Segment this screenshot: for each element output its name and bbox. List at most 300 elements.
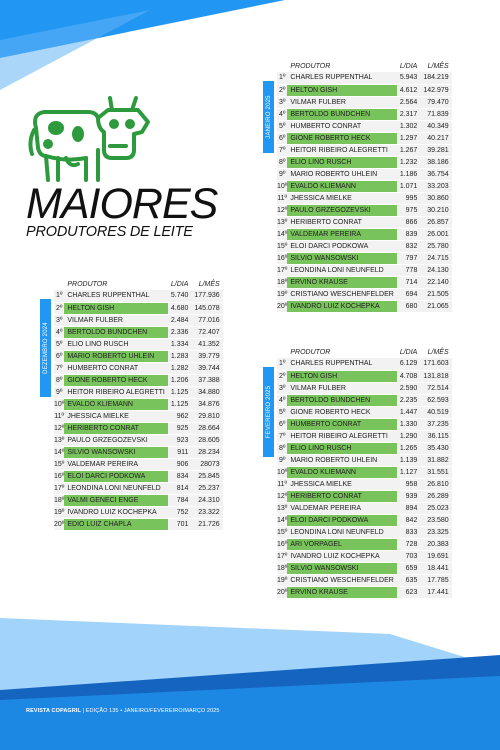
liters-per-month: 145.078 <box>191 302 222 314</box>
liters-per-month: 30.210 <box>420 204 451 216</box>
producer-name: HELTON GISH <box>287 84 396 96</box>
liters-per-month: 25.845 <box>191 470 222 482</box>
rank-cell: 20º <box>277 300 287 312</box>
table-row <box>277 430 452 442</box>
liters-per-month: 36.115 <box>420 430 451 442</box>
producer-name: HUMBERTO CONRAT <box>287 418 396 430</box>
liters-per-month: 22.140 <box>420 276 451 288</box>
producer-name: EDIO LUIZ CHAPLA <box>64 518 168 530</box>
liters-per-month: 72.514 <box>420 382 451 394</box>
producer-name: MARIO ROBERTO UHLEIN <box>64 350 168 362</box>
producer-name: VALDEMAR PEREIRA <box>287 502 396 514</box>
table-row <box>277 228 452 240</box>
rank-cell: 7º <box>277 430 287 442</box>
liters-per-month: 34.876 <box>191 398 222 410</box>
producer-name: HELTON GISH <box>64 302 168 314</box>
producer-name: VILMAR FULBER <box>64 314 168 326</box>
table-body <box>54 290 223 530</box>
rank-cell: 19º <box>277 288 287 300</box>
liters-per-month: 28.605 <box>191 434 222 446</box>
rank-cell: 17º <box>54 482 64 494</box>
liters-per-month: 142.979 <box>420 84 451 96</box>
liters-per-day: 925 <box>168 422 192 434</box>
producer-name: HEITOR RIBEIRO ALEGRETTI <box>64 386 168 398</box>
liters-per-day: 842 <box>397 514 421 526</box>
liters-per-month: 21.505 <box>420 288 451 300</box>
table-row <box>277 132 452 144</box>
liters-per-month: 19.691 <box>420 550 451 562</box>
liters-per-day: 797 <box>397 252 421 264</box>
liters-per-day: 659 <box>397 562 421 574</box>
col-produtor: PRODUTOR <box>290 349 331 356</box>
rank-cell: 9º <box>277 168 287 180</box>
producer-name: LEONDINA LONI NEUNFELD <box>287 264 396 276</box>
col-dia: L/DIA <box>170 281 189 288</box>
table-row <box>277 478 452 490</box>
producer-name: HERIBERTO CONRAT <box>287 490 396 502</box>
table-row <box>277 442 452 454</box>
rank-cell: 20º <box>277 586 287 598</box>
page-subtitle: PRODUTORES DE LEITE <box>26 224 193 240</box>
liters-per-day: 839 <box>397 228 421 240</box>
liters-per-day: 1.139 <box>397 454 421 466</box>
liters-per-day: 1.297 <box>397 132 421 144</box>
table-row <box>277 156 452 168</box>
liters-per-day: 1.125 <box>168 386 192 398</box>
rank-cell: 8º <box>54 374 64 386</box>
liters-per-day: 5.943 <box>397 72 421 84</box>
col-mes: L/MÊS <box>427 63 449 70</box>
liters-per-month: 184.219 <box>420 72 451 84</box>
col-dia: L/DIA <box>399 349 418 356</box>
liters-per-month: 41.352 <box>191 338 222 350</box>
table-row <box>54 458 223 470</box>
liters-per-month: 24.130 <box>420 264 451 276</box>
rank-cell: 4º <box>54 326 64 338</box>
liters-per-day: 911 <box>168 446 192 458</box>
table-row <box>54 374 223 386</box>
liters-per-month: 71.839 <box>420 108 451 120</box>
liters-per-month: 171.603 <box>420 358 451 370</box>
liters-per-month: 28073 <box>191 458 222 470</box>
liters-per-day: 4.680 <box>168 302 192 314</box>
liters-per-month: 177.936 <box>191 290 222 302</box>
table-row <box>277 144 452 156</box>
table-row <box>277 370 452 382</box>
rank-cell: 12º <box>277 490 287 502</box>
liters-per-day: 1.265 <box>397 442 421 454</box>
table-body <box>277 358 452 598</box>
table-row <box>277 120 452 132</box>
table-row <box>277 550 452 562</box>
table-row <box>54 302 223 314</box>
producer-name: ELOI DARCI PODKOWA <box>64 470 168 482</box>
liters-per-day: 2.484 <box>168 314 192 326</box>
producer-name: CRISTIANO WESCHENFELDER <box>287 574 396 586</box>
liters-per-month: 131.818 <box>420 370 451 382</box>
liters-per-day: 834 <box>168 470 192 482</box>
liters-per-day: 778 <box>397 264 421 276</box>
liters-per-month: 40.217 <box>420 132 451 144</box>
producer-name: IVANDRO LUIZ KOCHEPKA <box>287 300 396 312</box>
rank-cell: 5º <box>54 338 64 350</box>
producer-name: VILMAR FULBER <box>287 96 396 108</box>
liters-per-month: 79.470 <box>420 96 451 108</box>
producer-name: EVALDO KLIEMANN <box>287 180 396 192</box>
liters-per-day: 1.232 <box>397 156 421 168</box>
rank-cell: 2º <box>277 84 287 96</box>
table-row <box>277 574 452 586</box>
liters-per-day: 814 <box>168 482 192 494</box>
rank-cell: 11º <box>277 478 287 490</box>
rank-cell: 17º <box>277 264 287 276</box>
liters-per-day: 939 <box>397 490 421 502</box>
liters-per-day: 680 <box>397 300 421 312</box>
producer-name: ERVINO KRAUSE <box>287 276 396 288</box>
producer-name: JHESSICA MIELKE <box>287 478 396 490</box>
table-row <box>277 454 452 466</box>
producer-name: ELIO LINO RUSCH <box>64 338 168 350</box>
liters-per-month: 33.203 <box>420 180 451 192</box>
table-row <box>277 406 452 418</box>
liters-per-day: 4.708 <box>397 370 421 382</box>
table-row <box>277 538 452 550</box>
producer-name: IVANDRO LUIZ KOCHEPKA <box>287 550 396 562</box>
rank-cell: 16º <box>54 470 64 482</box>
rank-cell: 12º <box>54 422 64 434</box>
rank-cell: 17º <box>277 550 287 562</box>
table-row <box>277 382 452 394</box>
table-header <box>277 347 452 358</box>
rank-cell: 9º <box>54 386 64 398</box>
liters-per-day: 728 <box>397 538 421 550</box>
producer-name: EVALDO KLIEMANN <box>64 398 168 410</box>
liters-per-month: 39.779 <box>191 350 222 362</box>
producer-name: IVANDRO LUIZ KOCHEPKA <box>64 506 168 518</box>
ranking-table-janeiro <box>277 61 452 313</box>
producer-name: HUMBERTO CONRAT <box>64 362 168 374</box>
table-row <box>277 264 452 276</box>
liters-per-month: 21.065 <box>420 300 451 312</box>
liters-per-day: 1.330 <box>397 418 421 430</box>
liters-per-month: 26.810 <box>420 478 451 490</box>
table-row <box>277 180 452 192</box>
table-row <box>277 514 452 526</box>
table-row <box>54 470 223 482</box>
table-row <box>277 466 452 478</box>
liters-per-day: 1.282 <box>168 362 192 374</box>
producer-name: HUMBERTO CONRAT <box>287 120 396 132</box>
liters-per-day: 923 <box>168 434 192 446</box>
producer-name: MARIO ROBERTO UHLEIN <box>287 454 396 466</box>
producer-name: JHESSICA MIELKE <box>287 192 396 204</box>
rank-cell: 19º <box>54 506 64 518</box>
liters-per-month: 25.780 <box>420 240 451 252</box>
producer-name: ELOI DARCI PODKOWA <box>287 240 396 252</box>
table-row <box>54 326 223 338</box>
month-tab-dezembro: DEZEMBRO 2024 <box>40 299 51 397</box>
table-row <box>54 338 223 350</box>
table-row <box>54 386 223 398</box>
table-row <box>54 350 223 362</box>
liters-per-day: 906 <box>168 458 192 470</box>
table-row <box>54 518 223 530</box>
liters-per-day: 958 <box>397 478 421 490</box>
rank-cell: 10º <box>277 180 287 192</box>
table-row <box>54 398 223 410</box>
liters-per-month: 77.016 <box>191 314 222 326</box>
liters-per-month: 26.289 <box>420 490 451 502</box>
liters-per-day: 866 <box>397 216 421 228</box>
liters-per-month: 40.519 <box>420 406 451 418</box>
liters-per-day: 962 <box>168 410 192 422</box>
table-row <box>277 502 452 514</box>
rank-cell: 3º <box>277 96 287 108</box>
liters-per-month: 23.325 <box>420 526 451 538</box>
rank-cell: 11º <box>277 192 287 204</box>
liters-per-day: 833 <box>397 526 421 538</box>
producer-name: HEITOR RIBEIRO ALEGRETTI <box>287 430 396 442</box>
liters-per-day: 2.235 <box>397 394 421 406</box>
rank-cell: 10º <box>277 466 287 478</box>
producer-name: CHARLES RUPPENTHAL <box>287 358 396 370</box>
table-row <box>277 586 452 598</box>
col-dia: L/DIA <box>399 63 418 70</box>
col-mes: L/MÊS <box>427 349 449 356</box>
rank-cell: 13º <box>277 502 287 514</box>
liters-per-day: 1.302 <box>397 120 421 132</box>
producer-name: CHARLES RUPPENTHAL <box>64 290 168 302</box>
rank-cell: 14º <box>54 446 64 458</box>
table-row <box>277 394 452 406</box>
table-row <box>54 410 223 422</box>
table-row <box>277 168 452 180</box>
liters-per-month: 72.407 <box>191 326 222 338</box>
page-footer <box>26 708 220 714</box>
liters-per-day: 701 <box>168 518 192 530</box>
producer-name: VALDEMAR PEREIRA <box>64 458 168 470</box>
footer-magazine: REVISTA COPAGRIL <box>26 708 81 714</box>
liters-per-day: 2.336 <box>168 326 192 338</box>
rank-cell: 7º <box>277 144 287 156</box>
producer-name: HELTON GISH <box>287 370 396 382</box>
rank-cell: 3º <box>54 314 64 326</box>
producer-name: EVALDO KLIEMANN <box>287 466 396 478</box>
producer-name: ELIO LINO RUSCH <box>287 442 396 454</box>
liters-per-day: 5.740 <box>168 290 192 302</box>
liters-per-month: 29.810 <box>191 410 222 422</box>
producer-name: HERIBERTO CONRAT <box>64 422 168 434</box>
table-row <box>54 446 223 458</box>
rank-cell: 15º <box>277 526 287 538</box>
rank-cell: 2º <box>54 302 64 314</box>
table-row <box>277 192 452 204</box>
producer-name: PAULO GRZEGOZEVSKI <box>64 434 168 446</box>
rank-cell: 11º <box>54 410 64 422</box>
liters-per-day: 1.206 <box>168 374 192 386</box>
table-row <box>277 72 452 84</box>
liters-per-month: 26.001 <box>420 228 451 240</box>
liters-per-month: 36.754 <box>420 168 451 180</box>
liters-per-day: 6.129 <box>397 358 421 370</box>
table-row <box>277 276 452 288</box>
rank-cell: 18º <box>277 276 287 288</box>
liters-per-month: 17.785 <box>420 574 451 586</box>
rank-cell: 4º <box>277 394 287 406</box>
rank-cell: 5º <box>277 406 287 418</box>
liters-per-day: 1.071 <box>397 180 421 192</box>
table-row <box>277 418 452 430</box>
col-mes: L/MÊS <box>198 281 220 288</box>
producer-name: ELOI DARCI PODKOWA <box>287 514 396 526</box>
liters-per-month: 26.857 <box>420 216 451 228</box>
table-row <box>277 526 452 538</box>
table-row <box>54 290 223 302</box>
table-row <box>277 216 452 228</box>
table-row <box>54 362 223 374</box>
rank-cell: 14º <box>277 514 287 526</box>
rank-cell: 6º <box>54 350 64 362</box>
producer-name: SILVIO WANSOWSKI <box>287 252 396 264</box>
cow-icon <box>26 88 154 188</box>
footer-edition: | EDIÇÃO 135 • JANEIRO/FEVEREIRO/MARÇO 2025 <box>82 708 220 714</box>
producer-name: BERTOLDO BUNDCHEN <box>287 394 396 406</box>
table-body <box>277 72 452 312</box>
table-row <box>277 240 452 252</box>
rank-cell: 1º <box>277 358 287 370</box>
liters-per-day: 635 <box>397 574 421 586</box>
rank-cell: 20º <box>54 518 64 530</box>
liters-per-month: 40.349 <box>420 120 451 132</box>
rank-cell: 16º <box>277 252 287 264</box>
table-row <box>277 96 452 108</box>
producer-name: GIONE ROBERTO HECK <box>287 132 396 144</box>
rank-cell: 4º <box>277 108 287 120</box>
rank-cell: 10º <box>54 398 64 410</box>
table-row <box>277 300 452 312</box>
producer-name: ELIO LINO RUSCH <box>287 156 396 168</box>
liters-per-month: 24.715 <box>420 252 451 264</box>
rank-cell: 8º <box>277 156 287 168</box>
producer-name: JHESSICA MIELKE <box>64 410 168 422</box>
rank-cell: 6º <box>277 132 287 144</box>
liters-per-month: 39.744 <box>191 362 222 374</box>
liters-per-month: 17.441 <box>420 586 451 598</box>
liters-per-month: 30.860 <box>420 192 451 204</box>
rank-cell: 2º <box>277 370 287 382</box>
month-tab-janeiro: JANEIRO 2025 <box>263 81 274 153</box>
liters-per-month: 38.186 <box>420 156 451 168</box>
liters-per-day: 1.127 <box>397 466 421 478</box>
liters-per-month: 62.593 <box>420 394 451 406</box>
liters-per-month: 28.234 <box>191 446 222 458</box>
table-row <box>54 314 223 326</box>
rank-cell: 8º <box>277 442 287 454</box>
rank-cell: 18º <box>277 562 287 574</box>
col-produtor: PRODUTOR <box>290 63 331 70</box>
liters-per-month: 18.441 <box>420 562 451 574</box>
producer-name: HERIBERTO CONRAT <box>287 216 396 228</box>
liters-per-day: 1.267 <box>397 144 421 156</box>
rank-cell: 1º <box>54 290 64 302</box>
title-block <box>26 182 236 240</box>
liters-per-month: 25.023 <box>420 502 451 514</box>
table-row <box>277 288 452 300</box>
liters-per-month: 25.237 <box>191 482 222 494</box>
page-title: MAIORES <box>26 180 218 228</box>
liters-per-day: 995 <box>397 192 421 204</box>
table-row <box>277 108 452 120</box>
producer-name: LEONDINA LONI NEUNFELD <box>287 526 396 538</box>
liters-per-day: 894 <box>397 502 421 514</box>
liters-per-month: 28.664 <box>191 422 222 434</box>
rank-cell: 18º <box>54 494 64 506</box>
rank-cell: 3º <box>277 382 287 394</box>
producer-name: VALMI GENECI ENGE <box>64 494 168 506</box>
liters-per-month: 37.388 <box>191 374 222 386</box>
rank-cell: 12º <box>277 204 287 216</box>
producer-name: VILMAR FULBER <box>287 382 396 394</box>
table-row <box>277 84 452 96</box>
rank-cell: 15º <box>54 458 64 470</box>
liters-per-day: 1.125 <box>168 398 192 410</box>
liters-per-month: 35.430 <box>420 442 451 454</box>
rank-cell: 15º <box>277 240 287 252</box>
producer-name: ARI VORPAGEL <box>287 538 396 550</box>
liters-per-day: 1.290 <box>397 430 421 442</box>
liters-per-month: 23.580 <box>420 514 451 526</box>
liters-per-month: 37.235 <box>420 418 451 430</box>
liters-per-day: 832 <box>397 240 421 252</box>
rank-cell: 13º <box>277 216 287 228</box>
rank-cell: 5º <box>277 120 287 132</box>
liters-per-day: 694 <box>397 288 421 300</box>
liters-per-month: 31.882 <box>420 454 451 466</box>
table-row <box>54 506 223 518</box>
ranking-table-dezembro <box>54 279 223 531</box>
liters-per-day: 2.317 <box>397 108 421 120</box>
table-row <box>277 204 452 216</box>
liters-per-month: 21.726 <box>191 518 222 530</box>
liters-per-month: 23.322 <box>191 506 222 518</box>
liters-per-month: 20.383 <box>420 538 451 550</box>
liters-per-day: 2.590 <box>397 382 421 394</box>
liters-per-month: 24.310 <box>191 494 222 506</box>
col-produtor: PRODUTOR <box>67 281 108 288</box>
rank-cell: 6º <box>277 418 287 430</box>
rank-cell: 14º <box>277 228 287 240</box>
rank-cell: 7º <box>54 362 64 374</box>
liters-per-day: 752 <box>168 506 192 518</box>
rank-cell: 16º <box>277 538 287 550</box>
month-tab-fevereiro: FEVEREIRO 2025 <box>263 367 274 457</box>
table-row <box>277 358 452 370</box>
table-row <box>54 422 223 434</box>
producer-name: MARIO ROBERTO UHLEIN <box>287 168 396 180</box>
rank-cell: 19º <box>277 574 287 586</box>
liters-per-month: 34.880 <box>191 386 222 398</box>
table-row <box>54 482 223 494</box>
producer-name: LEONDINA LONI NEUNFELD <box>64 482 168 494</box>
liters-per-day: 714 <box>397 276 421 288</box>
liters-per-day: 1.186 <box>397 168 421 180</box>
producer-name: ERVINO KRAUSE <box>287 586 396 598</box>
liters-per-day: 623 <box>397 586 421 598</box>
ranking-table-fevereiro <box>277 347 452 599</box>
liters-per-month: 31.551 <box>420 466 451 478</box>
producer-name: PAULO GRZEGOZEVSKI <box>287 204 396 216</box>
liters-per-day: 2.564 <box>397 96 421 108</box>
